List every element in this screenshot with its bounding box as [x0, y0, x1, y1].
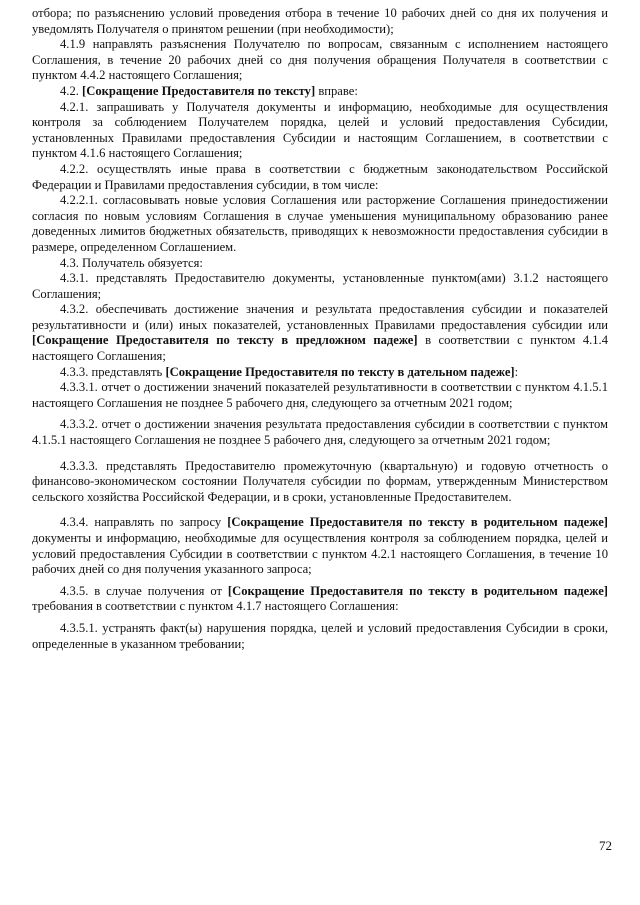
page-number: 72 [599, 838, 612, 853]
bold-placeholder: [Сокращение Предоставителя по тексту в родительном падеже] [227, 515, 608, 530]
bold-placeholder: [Сокращение Предоставителя по тексту] [82, 83, 316, 98]
text-run: 4.3.2. обеспечивать достижение значения и результата предоставления субсидии и показателей результативности и (или) иных показателей, установленных Правилами предоставления субсидии или [32, 302, 608, 332]
text-run: 4.2. [60, 83, 83, 98]
text-run: 4.3.3.3. представлять Предоставителю промежуточную (квартальную) и годовую отчетность о финансово-экономическом состоянии Получателя субсидии по формам, утвержденным Министерством сельского хозяйства Российской Федерации, и в сроки, установленные Предоставителем. [32, 458, 608, 504]
paragraph-4-3-5 [32, 584, 608, 615]
text-run: 4.2.2.1. согласовывать новые условия Соглашения или расторжение Соглашения принедостижении согласия по новым условиям Соглашения в случае уменьшения муниципальному образованию ранее доведенных лимитов бюджетных обязательств, приводящих к невозможности предоставления субсидии в размере, определенном Соглашением. [32, 193, 608, 254]
paragraph-4-1-9 [32, 37, 608, 84]
paragraph-4-3-4 [32, 515, 608, 577]
text-run: в соответствии с пунктом 4.1.4 настоящего Соглашения; [32, 333, 609, 364]
text-run: 4.3. Получатель обязуется: [60, 255, 203, 270]
text-run: 4.2.2. осуществлять иные права в соответствии с бюджетным законодательством Российской Федерации и Правилами предоставления субсидии, в том числе: [32, 161, 608, 192]
paragraph-4-3-3-1 [32, 380, 608, 411]
text-run: 4.3.3.2. отчет о достижении значения результата предоставления субсидии в соответствии с пунктом 4.1.5.1 настоящего Соглашения не позднее 5 рабочего дня, следующего за отчетным 2021 годом; [32, 417, 608, 448]
paragraph-4-3-2 [32, 302, 608, 364]
paragraph-4-3-3 [32, 365, 608, 381]
text-run: требования в соответствии с пунктом 4.1.7 настоящего Соглашения: [32, 599, 399, 614]
bold-placeholder: [Сокращение Предоставителя по тексту в предложном падеже] [32, 333, 418, 348]
paragraph-4-3-3-3 [32, 459, 608, 506]
paragraph-4-2-2-1 [32, 193, 608, 255]
text-run: 4.1.9 направлять разъяснения Получателю по вопросам, связанным с исполнением настоящего Соглашения, в течение 20 рабочих дней со дня получения обращения Получателя в соответствии с пунктом 4.4.2 настоящего Соглашения; [32, 37, 608, 83]
text-run: 4.3.1. представлять Предоставителю документы, установленные пунктом(ами) 3.1.2 настоящего Соглашения; [32, 271, 608, 301]
text-run: 4.3.5.1. устранять факт(ы) нарушения порядка, целей и условий предоставления Субсидии в сроки, определенные в указанном требовании; [32, 620, 608, 651]
text-run: 4.3.5. в случае получения от [60, 583, 228, 598]
bold-placeholder: [Сокращение Предоставителя по тексту в родительном падеже] [227, 583, 608, 598]
paragraph-4-2-2 [32, 162, 608, 193]
text-run: отбора; по разъяснению условий проведения отбора в течение 10 рабочих дней со дня их получения и уведомлять Получателя о принятом решении (при необходимости); [32, 6, 608, 36]
paragraph-4-3-3-2 [32, 417, 608, 448]
text-run: документы и информацию, необходимые для осуществления контроля за соблюдением порядка, целей и условий предоставления Субсидии в соответствии с пунктом 4.2.1 настоящего Соглашения, в течение 10 рабочих дней со дня получения указанного запроса; [32, 531, 608, 577]
paragraph-4-3 [32, 256, 608, 272]
text-run: 4.3.4. направлять по запросу [60, 515, 228, 530]
paragraph-continuation [32, 6, 608, 37]
text-run: вправе: [315, 83, 358, 98]
text-run: : [514, 364, 519, 379]
paragraph-4-3-5-1 [32, 621, 608, 652]
text-run: 4.3.3.1. отчет о достижении значений показателей результативности в соответствии с пунктом 4.1.5.1 настоящего Соглашения не позднее 5 рабочего дня, следующего за отчетным 2021 годом; [32, 380, 608, 410]
paragraph-4-2 [32, 84, 608, 100]
paragraph-4-3-1 [32, 271, 608, 302]
text-run: 4.3.3. представлять [60, 364, 166, 379]
text-run: 4.2.1. запрашивать у Получателя документы и информацию, необходимые для осуществления контроля за соблюдением Получателем порядка, целей и условий предоставления Субсидии, установленных Правилами предоставления Субсидии и настоящим Соглашением, в соответствии с пунктом 4.1.6 настоящего Соглашения; [32, 99, 608, 161]
paragraph-4-2-1 [32, 100, 608, 162]
bold-placeholder: [Сокращение Предоставителя по тексту в дательном падеже] [165, 364, 515, 379]
